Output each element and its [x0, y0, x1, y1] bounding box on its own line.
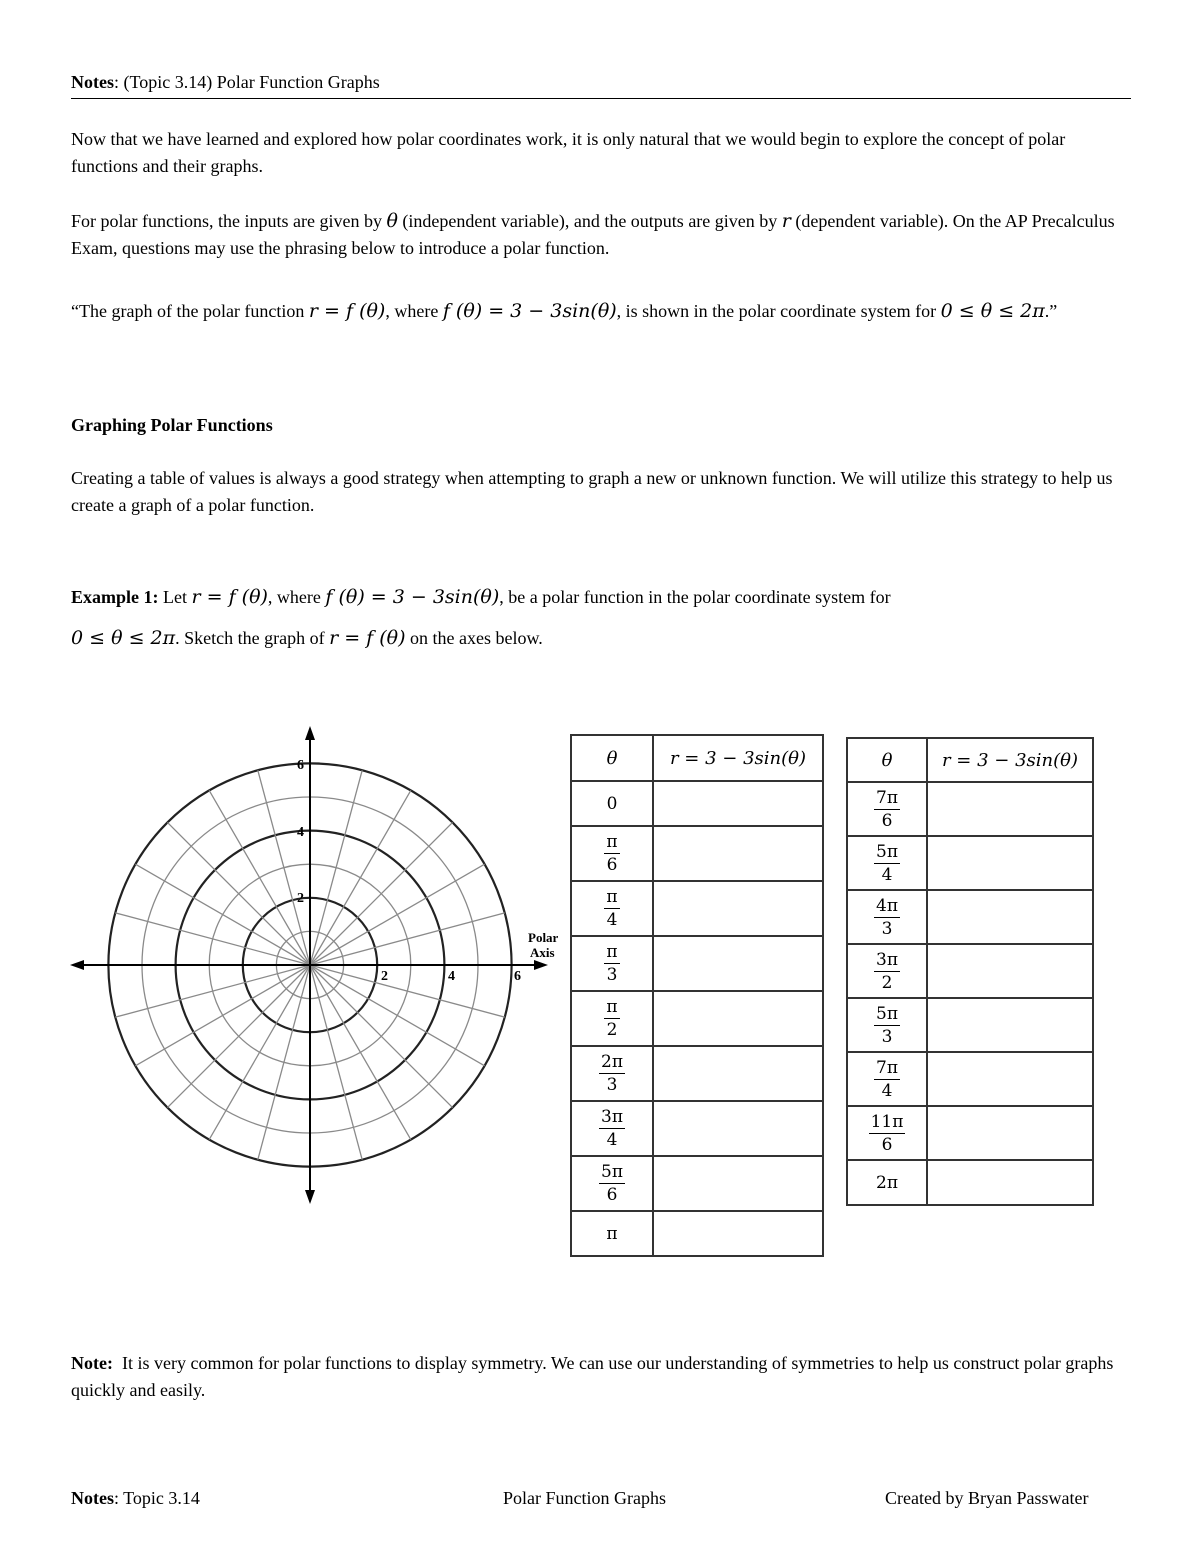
table1-header-theta: θ — [571, 735, 653, 781]
theta-fraction — [599, 1106, 625, 1151]
grid-ray — [167, 965, 310, 1108]
grid-ray — [310, 965, 485, 1066]
fraction-numerator: 4π — [876, 895, 898, 916]
table1-header-r: r = 3 − 3sin(θ) — [653, 735, 823, 781]
grid-ray — [310, 864, 485, 965]
fraction-denominator: 3 — [881, 918, 893, 939]
theta-cell — [571, 826, 653, 881]
table2-header-r: r = 3 − 3sin(θ) — [927, 738, 1093, 782]
r-value-cell[interactable] — [653, 1101, 823, 1156]
r-value-cell[interactable] — [927, 782, 1093, 836]
fraction-numerator: 3π — [876, 949, 898, 970]
fraction-denominator: 6 — [881, 810, 893, 831]
table-row — [571, 936, 823, 991]
quote-text-a: “The graph of the polar function — [71, 301, 305, 321]
note-paragraph — [71, 1350, 1136, 1404]
theta-symbol: θ — [386, 210, 398, 232]
r-value-cell[interactable] — [927, 998, 1093, 1052]
fraction-denominator: 2 — [881, 972, 893, 993]
grid-ray — [209, 790, 310, 965]
r-symbol: r — [781, 210, 791, 232]
radial-tick-6: 6 — [514, 969, 521, 984]
example-text-a: Let — [163, 587, 187, 607]
intro-text-c: (dependent variable). On the AP Precalculus Exam, questions may use the phrasing below to introduce a polar function. — [71, 211, 1115, 258]
quote-paragraph — [71, 293, 1136, 330]
theta-cell — [847, 836, 927, 890]
footer-right: Created by Bryan Passwater — [885, 1488, 1089, 1508]
example-text-b: , where — [267, 587, 321, 607]
theta-cell — [571, 1101, 653, 1156]
table-row — [571, 826, 823, 881]
fraction-numerator: 2π — [601, 1052, 623, 1072]
axis-arrow-left — [70, 960, 84, 970]
grid-ray — [167, 822, 310, 965]
theta-fraction — [874, 1057, 900, 1102]
fraction-denominator: 6 — [606, 1185, 618, 1205]
table-row — [847, 1160, 1093, 1205]
table-row — [847, 836, 1093, 890]
quote-end: .” — [1044, 301, 1058, 321]
theta-fraction — [874, 1003, 900, 1048]
theta-cell — [571, 1156, 653, 1211]
grid-ray — [135, 864, 310, 965]
page-header — [71, 72, 1131, 99]
table-row — [571, 1211, 823, 1256]
theta-cell — [847, 1052, 927, 1106]
r-value-cell[interactable] — [653, 781, 823, 826]
theta-cell — [847, 1160, 927, 1205]
fraction-numerator: 7π — [876, 1057, 898, 1078]
table2-header-row — [847, 738, 1093, 782]
r-value-cell[interactable] — [927, 890, 1093, 944]
fraction-denominator: 3 — [881, 1026, 893, 1047]
intro-paragraph-2 — [71, 208, 1136, 262]
table-row — [571, 1156, 823, 1211]
example-equation-3: r = f (θ) — [329, 627, 406, 649]
fraction-numerator: π — [606, 832, 618, 852]
grid-ray — [310, 822, 453, 965]
example-range: 0 ≤ θ ≤ 2π — [71, 627, 176, 649]
axis-arrow-down — [305, 1190, 315, 1204]
fraction-numerator: 5π — [876, 1003, 898, 1024]
table-row — [847, 890, 1093, 944]
polar-axis-label-line2: Axis — [530, 945, 555, 960]
theta-fraction — [599, 1051, 625, 1096]
quote-text-b: , where — [385, 301, 439, 321]
fraction-denominator: 6 — [881, 1134, 893, 1155]
fraction-denominator: 4 — [606, 1130, 618, 1150]
note-label: Note: — [71, 1353, 113, 1373]
theta-fraction — [604, 886, 619, 931]
r-value-cell[interactable] — [653, 991, 823, 1046]
r-value-cell[interactable] — [927, 1052, 1093, 1106]
footer-left — [71, 1488, 200, 1509]
footer-label: Notes — [71, 1488, 114, 1508]
theta-cell — [847, 1106, 927, 1160]
header-label: Notes — [71, 72, 114, 92]
table-row — [571, 781, 823, 826]
r-value-cell[interactable] — [653, 1156, 823, 1211]
example-label: Example 1: — [71, 587, 159, 607]
example-text-c: , be a polar function in the polar coordinate system for — [499, 587, 891, 607]
note-text: It is very common for polar functions to display symmetry. We can use our understanding of symmetries to help us construct polar graphs quickly and easily. — [71, 1353, 1114, 1400]
theta-fraction — [599, 1161, 625, 1206]
table1-header-row — [571, 735, 823, 781]
intro-paragraph-1: Now that we have learned and explored how polar coordinates work, it is only natural that we would begin to explore the concept of polar functions and their graphs. — [71, 129, 1066, 176]
theta-cell — [847, 998, 927, 1052]
table2-header-theta: θ — [847, 738, 927, 782]
value-table-2 — [846, 737, 1094, 1206]
polar-axis-label-line1: Polar — [528, 930, 559, 945]
theta-fraction — [604, 941, 619, 986]
fraction-denominator: 4 — [881, 1080, 893, 1101]
theta-value: 0 — [606, 793, 618, 814]
r-value-cell[interactable] — [653, 1211, 823, 1256]
theta-cell — [847, 944, 927, 998]
table-row — [847, 1052, 1093, 1106]
table-row — [847, 998, 1093, 1052]
theta-cell — [571, 936, 653, 991]
example-text-d: . Sketch the graph of — [175, 628, 325, 648]
theta-cell — [571, 781, 653, 826]
grid-ray — [310, 965, 411, 1140]
quote-equation-2: f (θ) = 3 − 3sin(θ) — [442, 300, 617, 322]
fraction-denominator: 4 — [881, 864, 893, 885]
radial-tick-4: 4 — [448, 969, 455, 984]
quote-text-c: , is shown in the polar coordinate system for — [616, 301, 937, 321]
fraction-numerator: 3π — [601, 1107, 623, 1127]
fraction-numerator: π — [606, 942, 618, 962]
r-value-cell[interactable] — [927, 1160, 1093, 1205]
page-title: : (Topic 3.14) Polar Function Graphs — [114, 72, 380, 92]
theta-fraction — [874, 841, 900, 886]
fraction-numerator: 5π — [601, 1162, 623, 1182]
r-value-cell[interactable] — [653, 936, 823, 991]
r-value-cell[interactable] — [653, 826, 823, 881]
example-equation-2: f (θ) = 3 − 3sin(θ) — [325, 586, 500, 608]
fraction-numerator: π — [606, 997, 618, 1017]
example-text-e: on the axes below. — [410, 628, 543, 648]
table-row — [571, 1101, 823, 1156]
table-row — [571, 881, 823, 936]
theta-cell — [847, 782, 927, 836]
footer-topic: : Topic 3.14 — [114, 1488, 200, 1508]
theta-cell — [571, 991, 653, 1046]
r-value-cell[interactable] — [927, 944, 1093, 998]
table-row — [847, 1106, 1093, 1160]
theta-value: 2π — [876, 1172, 898, 1193]
r-value-cell[interactable] — [653, 881, 823, 936]
theta-fraction — [604, 996, 619, 1041]
table-row — [571, 1046, 823, 1101]
intro-text-a: For polar functions, the inputs are given by — [71, 211, 382, 231]
vertical-tick-4: 4 — [297, 825, 304, 840]
theta-value: π — [606, 1223, 618, 1244]
example-paragraph — [71, 577, 1136, 659]
table-row — [571, 991, 823, 1046]
fraction-denominator: 6 — [606, 855, 618, 875]
grid-ray — [310, 790, 411, 965]
section-heading: Graphing Polar Functions — [71, 415, 273, 435]
footer-center: Polar Function Graphs — [503, 1488, 666, 1508]
theta-fraction — [604, 831, 619, 876]
grid-ray — [209, 965, 310, 1140]
table-row — [847, 944, 1093, 998]
theta-cell — [571, 1046, 653, 1101]
grid-ray — [135, 965, 310, 1066]
axis-arrow-right — [534, 960, 548, 970]
theta-fraction — [874, 949, 900, 994]
example-equation-1: r = f (θ) — [191, 586, 268, 608]
theta-cell — [847, 890, 927, 944]
theta-cell — [571, 1211, 653, 1256]
theta-fraction — [874, 787, 900, 832]
radial-tick-2: 2 — [381, 969, 388, 984]
fraction-denominator: 2 — [606, 1020, 618, 1040]
fraction-denominator: 3 — [606, 1075, 618, 1095]
quote-equation-1: r = f (θ) — [308, 300, 386, 322]
axis-arrow-up — [305, 726, 315, 740]
grid-ray — [310, 965, 453, 1108]
vertical-tick-6: 6 — [297, 758, 304, 773]
theta-cell — [571, 881, 653, 936]
table-row — [847, 782, 1093, 836]
intro-text-b: (independent variable), and the outputs are given by — [402, 211, 778, 231]
r-value-cell[interactable] — [927, 836, 1093, 890]
theta-fraction — [869, 1111, 906, 1156]
polar-grid — [64, 720, 564, 1210]
value-table-1 — [570, 734, 824, 1257]
r-value-cell[interactable] — [927, 1106, 1093, 1160]
section-paragraph: Creating a table of values is always a good strategy when attempting to graph a new or unknown function. We will utilize this strategy to help us create a graph of a polar function. — [71, 468, 1113, 515]
quote-range: 0 ≤ θ ≤ 2π — [940, 300, 1045, 322]
fraction-numerator: 5π — [876, 841, 898, 862]
fraction-numerator: 11π — [870, 1111, 904, 1132]
theta-fraction — [874, 895, 900, 940]
r-value-cell[interactable] — [653, 1046, 823, 1101]
vertical-tick-2: 2 — [297, 891, 304, 906]
fraction-numerator: 7π — [876, 787, 898, 808]
fraction-denominator: 3 — [606, 965, 618, 985]
fraction-numerator: π — [606, 887, 618, 907]
fraction-denominator: 4 — [606, 910, 618, 930]
